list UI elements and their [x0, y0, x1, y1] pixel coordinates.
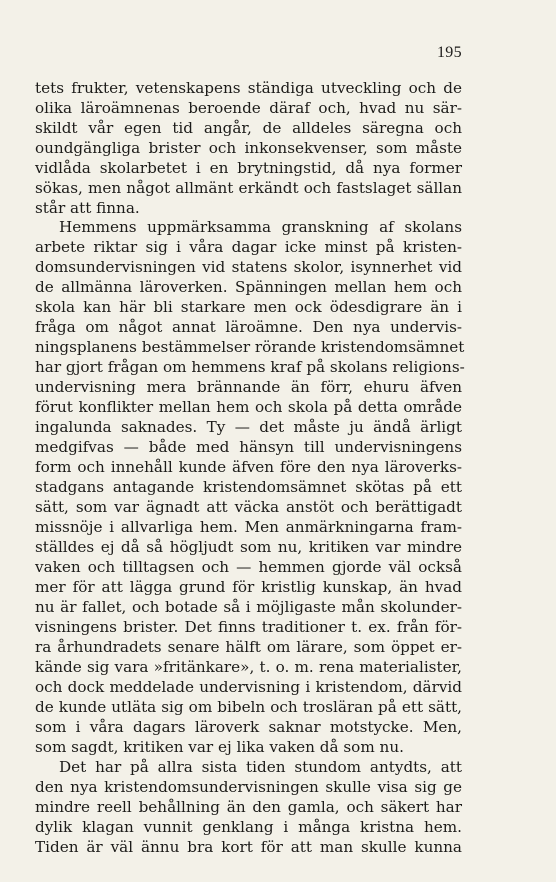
text-line: ra århundradets senare hälft om lärare, som öppet er- — [35, 638, 462, 656]
text-line: sätt, som var ägnadt att väcka anstöt och berättigadt — [35, 498, 462, 516]
text-line: de allmänna läroverken. Spänningen mellan hem och — [35, 278, 462, 296]
text-line: och dock meddelade undervisning i kristendom, därvid — [35, 678, 462, 696]
text-line: som i våra dagars läroverk saknar motstycke. Men, — [35, 718, 462, 736]
text-line: arbete riktar sig i våra dagar icke minst på kristen- — [35, 238, 462, 256]
text-line: nu är fallet, och botade så i möjligaste mån skolunder- — [35, 598, 462, 616]
text-line: mer för att lägga grund för kristlig kunskap, än hvad — [35, 578, 462, 596]
text-line: som sagdt, kritiken var ej lika vaken då som nu. — [35, 738, 404, 756]
text-line: Tiden är väl ännu bra kort för att man skulle kunna — [35, 838, 462, 856]
text-line: missnöje i allvarliga hem. Men anmärkningarna fram- — [35, 518, 462, 536]
text-line: ställdes ej då så högljudt som nu, kritiken var mindre — [35, 538, 462, 556]
text-line: den nya kristendomsundervisningen skulle visa sig ge — [35, 778, 462, 796]
text-line: olika läroämnenas beroende däraf och, hvad nu sär- — [35, 99, 462, 117]
text-line: skildt vår egen tid angår, de alldeles säregna och — [35, 119, 462, 137]
text-line: vidlåda skolarbetet i en brytningstid, då nya former — [35, 159, 462, 177]
text-line: kände sig vara »fritänkare», t. o. m. rena materialister, — [35, 658, 462, 676]
text-line: ningsplanens bestämmelser rörande kristendomsämnet — [35, 338, 465, 356]
text-line: skola kan här bli starkare men ock ödesdigrare än i — [35, 298, 462, 316]
text-line: stadgans antagande kristendomsämnet skötas på ett — [35, 478, 462, 496]
text-line: visningens brister. Det finns traditioner t. ex. från för- — [35, 618, 462, 636]
page-number: 195 — [437, 44, 462, 61]
text-line: förut konflikter mellan hem och skola på detta område — [35, 398, 462, 416]
text-line: mindre reell behållning än den gamla, och säkert har — [35, 798, 462, 816]
text-line: Hemmens uppmärksamma granskning af skolans — [59, 218, 462, 236]
text-line: domsundervisningen vid statens skolor, isynnerhet vid — [35, 258, 462, 276]
text-line: Det har på allra sista tiden stundom antydts, att — [59, 758, 462, 776]
text-line: fråga om något annat läroämne. Den nya undervis- — [35, 318, 462, 336]
text-line: undervisning mera brännande än förr, ehuru äfven — [35, 378, 462, 396]
text-line: ingalunda saknades. Ty — det måste ju ändå ärligt — [35, 418, 462, 436]
text-line: oundgängliga brister och inkonsekvenser, som måste — [35, 139, 462, 157]
text-line: har gjort frågan om hemmens kraf på skolans religions- — [35, 358, 465, 376]
text-line: står att finna. — [35, 199, 140, 217]
text-line: tets frukter, vetenskapens ständiga utveckling och de — [35, 79, 462, 97]
text-line: form och innehåll kunde äfven före den nya läroverks- — [35, 458, 462, 476]
text-line: sökas, men något allmänt erkändt och fastslaget sällan — [35, 179, 462, 197]
text-line: dylik klagan vunnit genklang i många kristna hem. — [35, 818, 462, 836]
text-line: vaken och tilltagsen och — hemmen gjorde väl också — [35, 558, 462, 576]
text-line: de kunde utläta sig om bibeln och trosläran på ett sätt, — [35, 698, 462, 716]
text-line: medgifvas — både med hänsyn till undervisningens — [35, 438, 462, 456]
